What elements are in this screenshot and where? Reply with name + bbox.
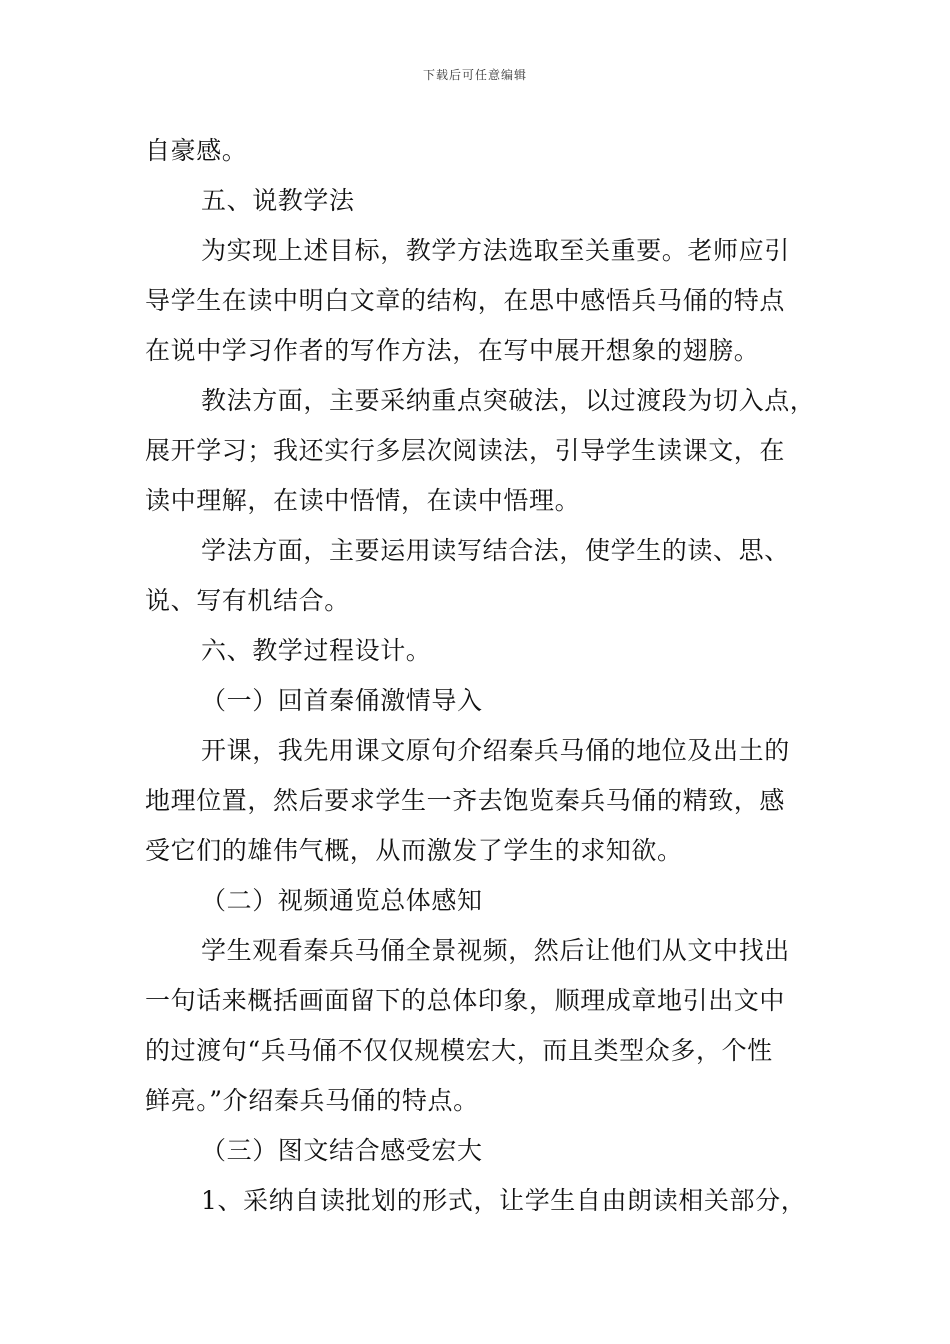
text-line: 自豪感。 (145, 136, 248, 165)
text-line: 开课，我先用课文原句介绍秦兵马俑的地位及出土的 (201, 736, 790, 765)
text-line: 受它们的雄伟气概，从而激发了学生的求知欲。 (145, 836, 683, 865)
subsection-heading: （二）视频通览总体感知 (201, 886, 483, 915)
text-line: 教法方面，主要采纳重点突破法，以过渡段为切入点， (201, 386, 816, 415)
text-line: 学生观看秦兵马俑全景视频，然后让他们从文中找出 (201, 936, 790, 965)
text-line: 展开学习；我还实行多层次阅读法，引导学生读课文，在 (145, 436, 786, 465)
text-line: 一句话来概括画面留下的总体印象，顺理成章地引出文中 (145, 986, 786, 1015)
text-line: 1、采纳自读批划的形式，让学生自由朗读相关部分， (201, 1186, 807, 1215)
subsection-heading: （三）图文结合感受宏大 (201, 1136, 483, 1165)
text-line: 学法方面，主要运用读写结合法，使学生的读、思、 (201, 536, 790, 565)
text-line: 读中理解，在读中悟情，在读中悟理。 (145, 486, 581, 515)
text-line: 导学生在读中明白文章的结构，在思中感悟兵马俑的特点 (145, 286, 786, 315)
text-line: 地理位置，然后要求学生一齐去饱览秦兵马俑的精致，感 (145, 786, 786, 815)
text-line: 的过渡句“兵马俑不仅仅规模宏大，而且类型众多，个性 (145, 1036, 773, 1065)
section-heading: 五、说教学法 (201, 186, 355, 215)
text-line: 说、写有机结合。 (145, 586, 350, 615)
section-heading: 六、教学过程设计。 (201, 636, 432, 665)
text-line: 在说中学习作者的写作方法，在写中展开想象的翅膀。 (145, 336, 760, 365)
text-line: 鲜亮。”介绍秦兵马俑的特点。 (145, 1086, 479, 1115)
text-line: 为实现上述目标，教学方法选取至关重要。老师应引 (201, 236, 790, 265)
document-body (145, 126, 815, 1226)
subsection-heading: （一）回首秦俑激情导入 (201, 686, 483, 715)
page-header: 下载后可任意编辑 (422, 68, 527, 82)
